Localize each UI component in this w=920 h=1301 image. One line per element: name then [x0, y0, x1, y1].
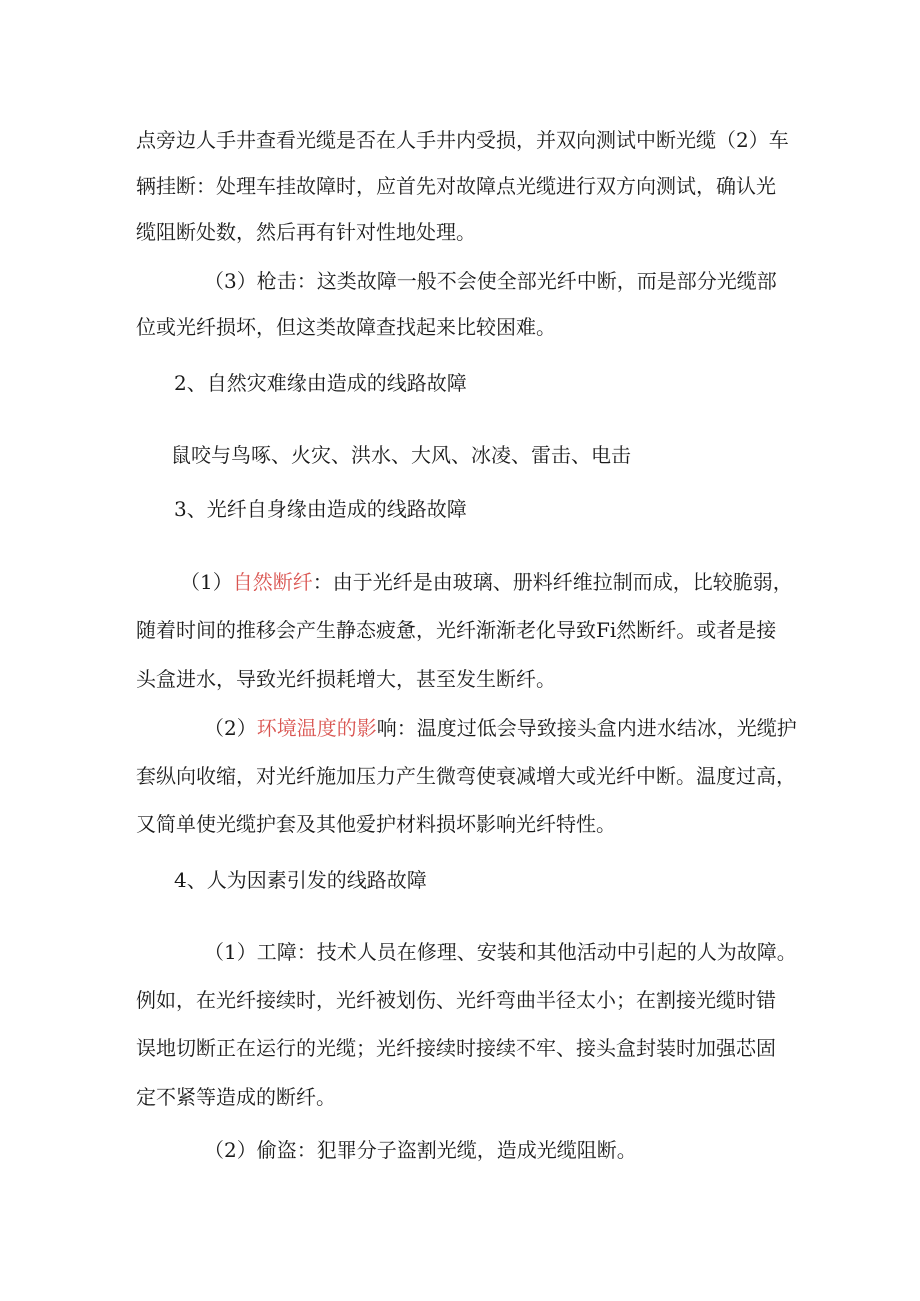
- paragraph-line: 缆阻断处数，然后再有针对性地处理。: [136, 220, 476, 244]
- section-heading: 3、光纤自身缘由造成的线路故障: [174, 497, 467, 521]
- paragraph-line: 位或光纤损坏，但这类故障查找起来比较困难。: [136, 315, 556, 339]
- paragraph-line: 辆挂断：处理车挂故障时，应首先对故障点光缆进行双方向测试，确认光: [136, 174, 776, 198]
- section-heading: 2、自然灾难缘由造成的线路故障: [174, 371, 467, 395]
- paragraph-line: 套纵向收缩，对光纤施加压力产生微弯使衰减增大或光纤中断。温度过高，: [136, 764, 796, 788]
- paragraph-line: 鼠咬与鸟啄、火灾、洪水、大风、冰凌、雷击、电击: [171, 443, 631, 467]
- paragraph-line: （2）偷盗：犯罪分子盗割光缆，造成光缆阻断。: [204, 1138, 637, 1162]
- paragraph-line: 例如，在光纤接续时，光纤被划伤、光纤弯曲半径太小；在割接光缆时错: [136, 988, 776, 1012]
- paragraph-line: 定不紧等造成的断纤。: [136, 1085, 336, 1109]
- paragraph-line: 误地切断正在运行的光缆；光纤接续时接续不牢、接头盒封装时加强芯固: [136, 1036, 776, 1060]
- item-text: ：由于光纤是由玻璃、册料纤维拉制而成，比较脆弱，: [312, 570, 793, 594]
- paragraph-line: （3）枪击：这类故障一般不会使全部光纤中断，而是部分光缆部: [204, 269, 777, 293]
- paragraph-line: 点旁边人手井查看光缆是否在人手井内受损，并双向测试中断光缆（2）车: [136, 128, 789, 152]
- highlighted-term: 自然断纤: [232, 570, 313, 594]
- item-text: 响：温度过低会导致接头盒内进水结冰，光缆护: [376, 716, 797, 740]
- paragraph-line: （1）工障：技术人员在修理、安装和其他活动中引起的人为故障。: [204, 940, 797, 964]
- paragraph-line: 又简单使光缆护套及其他爱护材料损坏影响光纤特性。: [136, 812, 616, 836]
- highlighted-term: 环境温度的影: [256, 716, 377, 740]
- paragraph-line: [204, 714, 797, 742]
- item-number: （1）: [180, 570, 233, 594]
- paragraph-line: 随着时间的推移会产生静态疲惫，光纤渐渐老化导致Fi然断纤。或者是接: [136, 618, 777, 642]
- paragraph-line: 头盒进水，导致光纤损耗增大，甚至发生断纤。: [136, 667, 556, 691]
- paragraph-line: [180, 568, 793, 596]
- section-heading: 4、人为因素引发的线路故障: [174, 868, 427, 892]
- item-number: （2）: [204, 716, 257, 740]
